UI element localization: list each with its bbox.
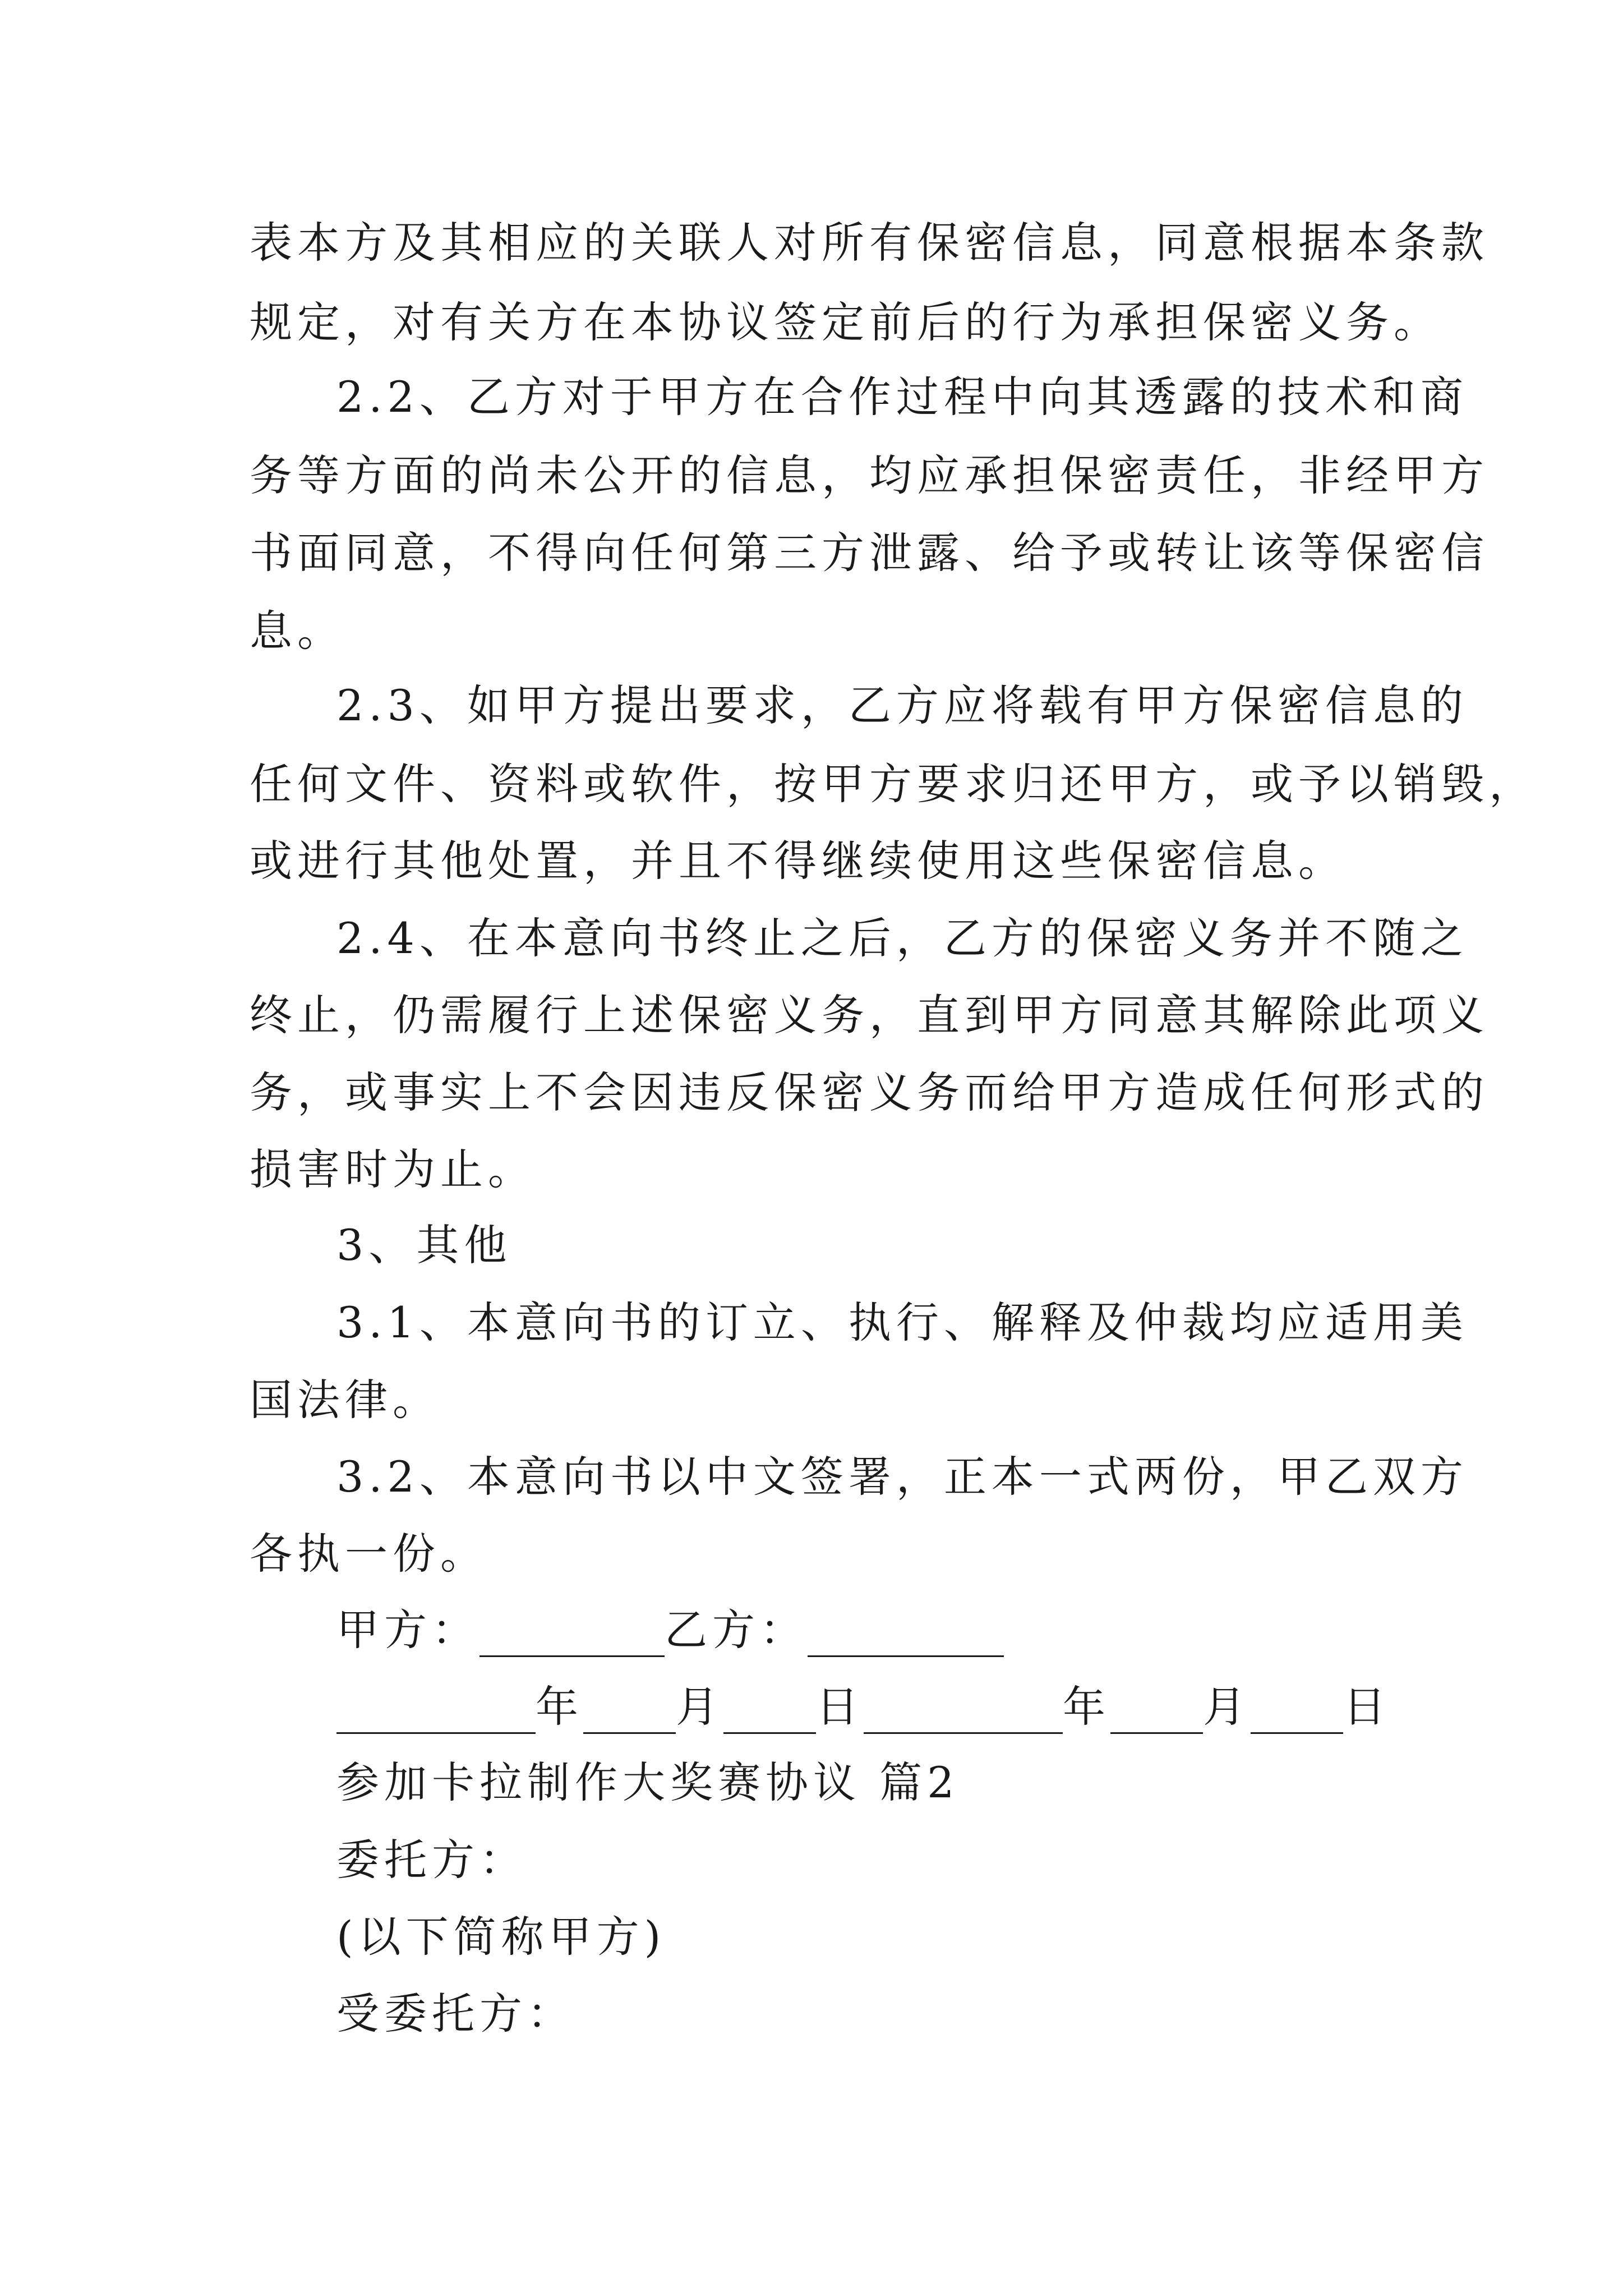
client-label: 委托方： — [336, 1835, 527, 1885]
paragraph-line: 务等方面的尚未公开的信息，均应承担保密责任，非经甲方 — [250, 450, 1489, 500]
year-a-label: 年 — [536, 1682, 583, 1732]
paragraph-line: 务，或事实上不会因违反保密义务而给甲方造成任何形式的 — [250, 1068, 1489, 1117]
paragraph-line: 损害时为止。 — [250, 1144, 536, 1194]
signature-parties-row — [336, 1603, 1004, 1657]
clause-2-2: 2.2、乙方对于甲方在合作过程中向其透露的技术和商 — [336, 372, 1468, 422]
client-note: (以下简称甲方) — [336, 1912, 666, 1962]
paragraph-line: 各执一份。 — [250, 1529, 488, 1579]
year-a-blank[interactable] — [336, 1693, 536, 1734]
signature-dates-row — [336, 1680, 1391, 1734]
section-3-heading: 3、其他 — [336, 1220, 512, 1270]
section-2-title: 参加卡拉制作大奖赛协议 篇2 — [336, 1757, 960, 1807]
clause-3-1: 3.1、本意向书的订立、执行、解释及仲裁均应适用美 — [336, 1297, 1468, 1347]
month-a-label: 月 — [676, 1682, 723, 1732]
party-a-blank[interactable] — [479, 1616, 665, 1657]
paragraph-line: 息。 — [250, 606, 345, 656]
paragraph-line: 国法律。 — [250, 1375, 440, 1425]
month-b-blank[interactable] — [1110, 1693, 1203, 1734]
day-b-label: 日 — [1343, 1682, 1391, 1732]
day-a-label: 日 — [816, 1682, 864, 1732]
clause-2-4: 2.4、在本意向书终止之后，乙方的保密义务并不随之 — [336, 913, 1468, 963]
paragraph-line: 终止，仍需履行上述保密义务，直到甲方同意其解除此项义 — [250, 990, 1489, 1040]
clause-2-3: 2.3、如甲方提出要求，乙方应将载有甲方保密信息的 — [336, 680, 1468, 730]
paragraph-line: 规定，对有关方在本协议签定前后的行为承担保密义务。 — [250, 297, 1441, 347]
paragraph-line: 表本方及其相应的关联人对所有保密信息，同意根据本条款 — [250, 218, 1489, 268]
day-a-blank[interactable] — [723, 1693, 816, 1734]
day-b-blank[interactable] — [1251, 1693, 1343, 1734]
month-a-blank[interactable] — [583, 1693, 676, 1734]
paragraph-line: 书面同意，不得向任何第三方泄露、给予或转让该等保密信 — [250, 528, 1489, 578]
paragraph-line: 或进行其他处置，并且不得继续使用这些保密信息。 — [250, 836, 1346, 886]
party-a-label: 甲方： — [336, 1605, 479, 1655]
year-b-blank[interactable] — [864, 1693, 1063, 1734]
month-b-label: 月 — [1203, 1682, 1251, 1732]
year-b-label: 年 — [1063, 1682, 1110, 1732]
clause-3-2: 3.2、本意向书以中文签署，正本一式两份，甲乙双方 — [336, 1452, 1468, 1502]
agent-label: 受委托方： — [336, 1989, 575, 2039]
paragraph-line: 任何文件、资料或软件，按甲方要求归还甲方，或予以销毁， — [250, 759, 1537, 809]
party-b-blank[interactable] — [808, 1616, 1004, 1657]
party-b-label: 乙方： — [665, 1605, 808, 1655]
